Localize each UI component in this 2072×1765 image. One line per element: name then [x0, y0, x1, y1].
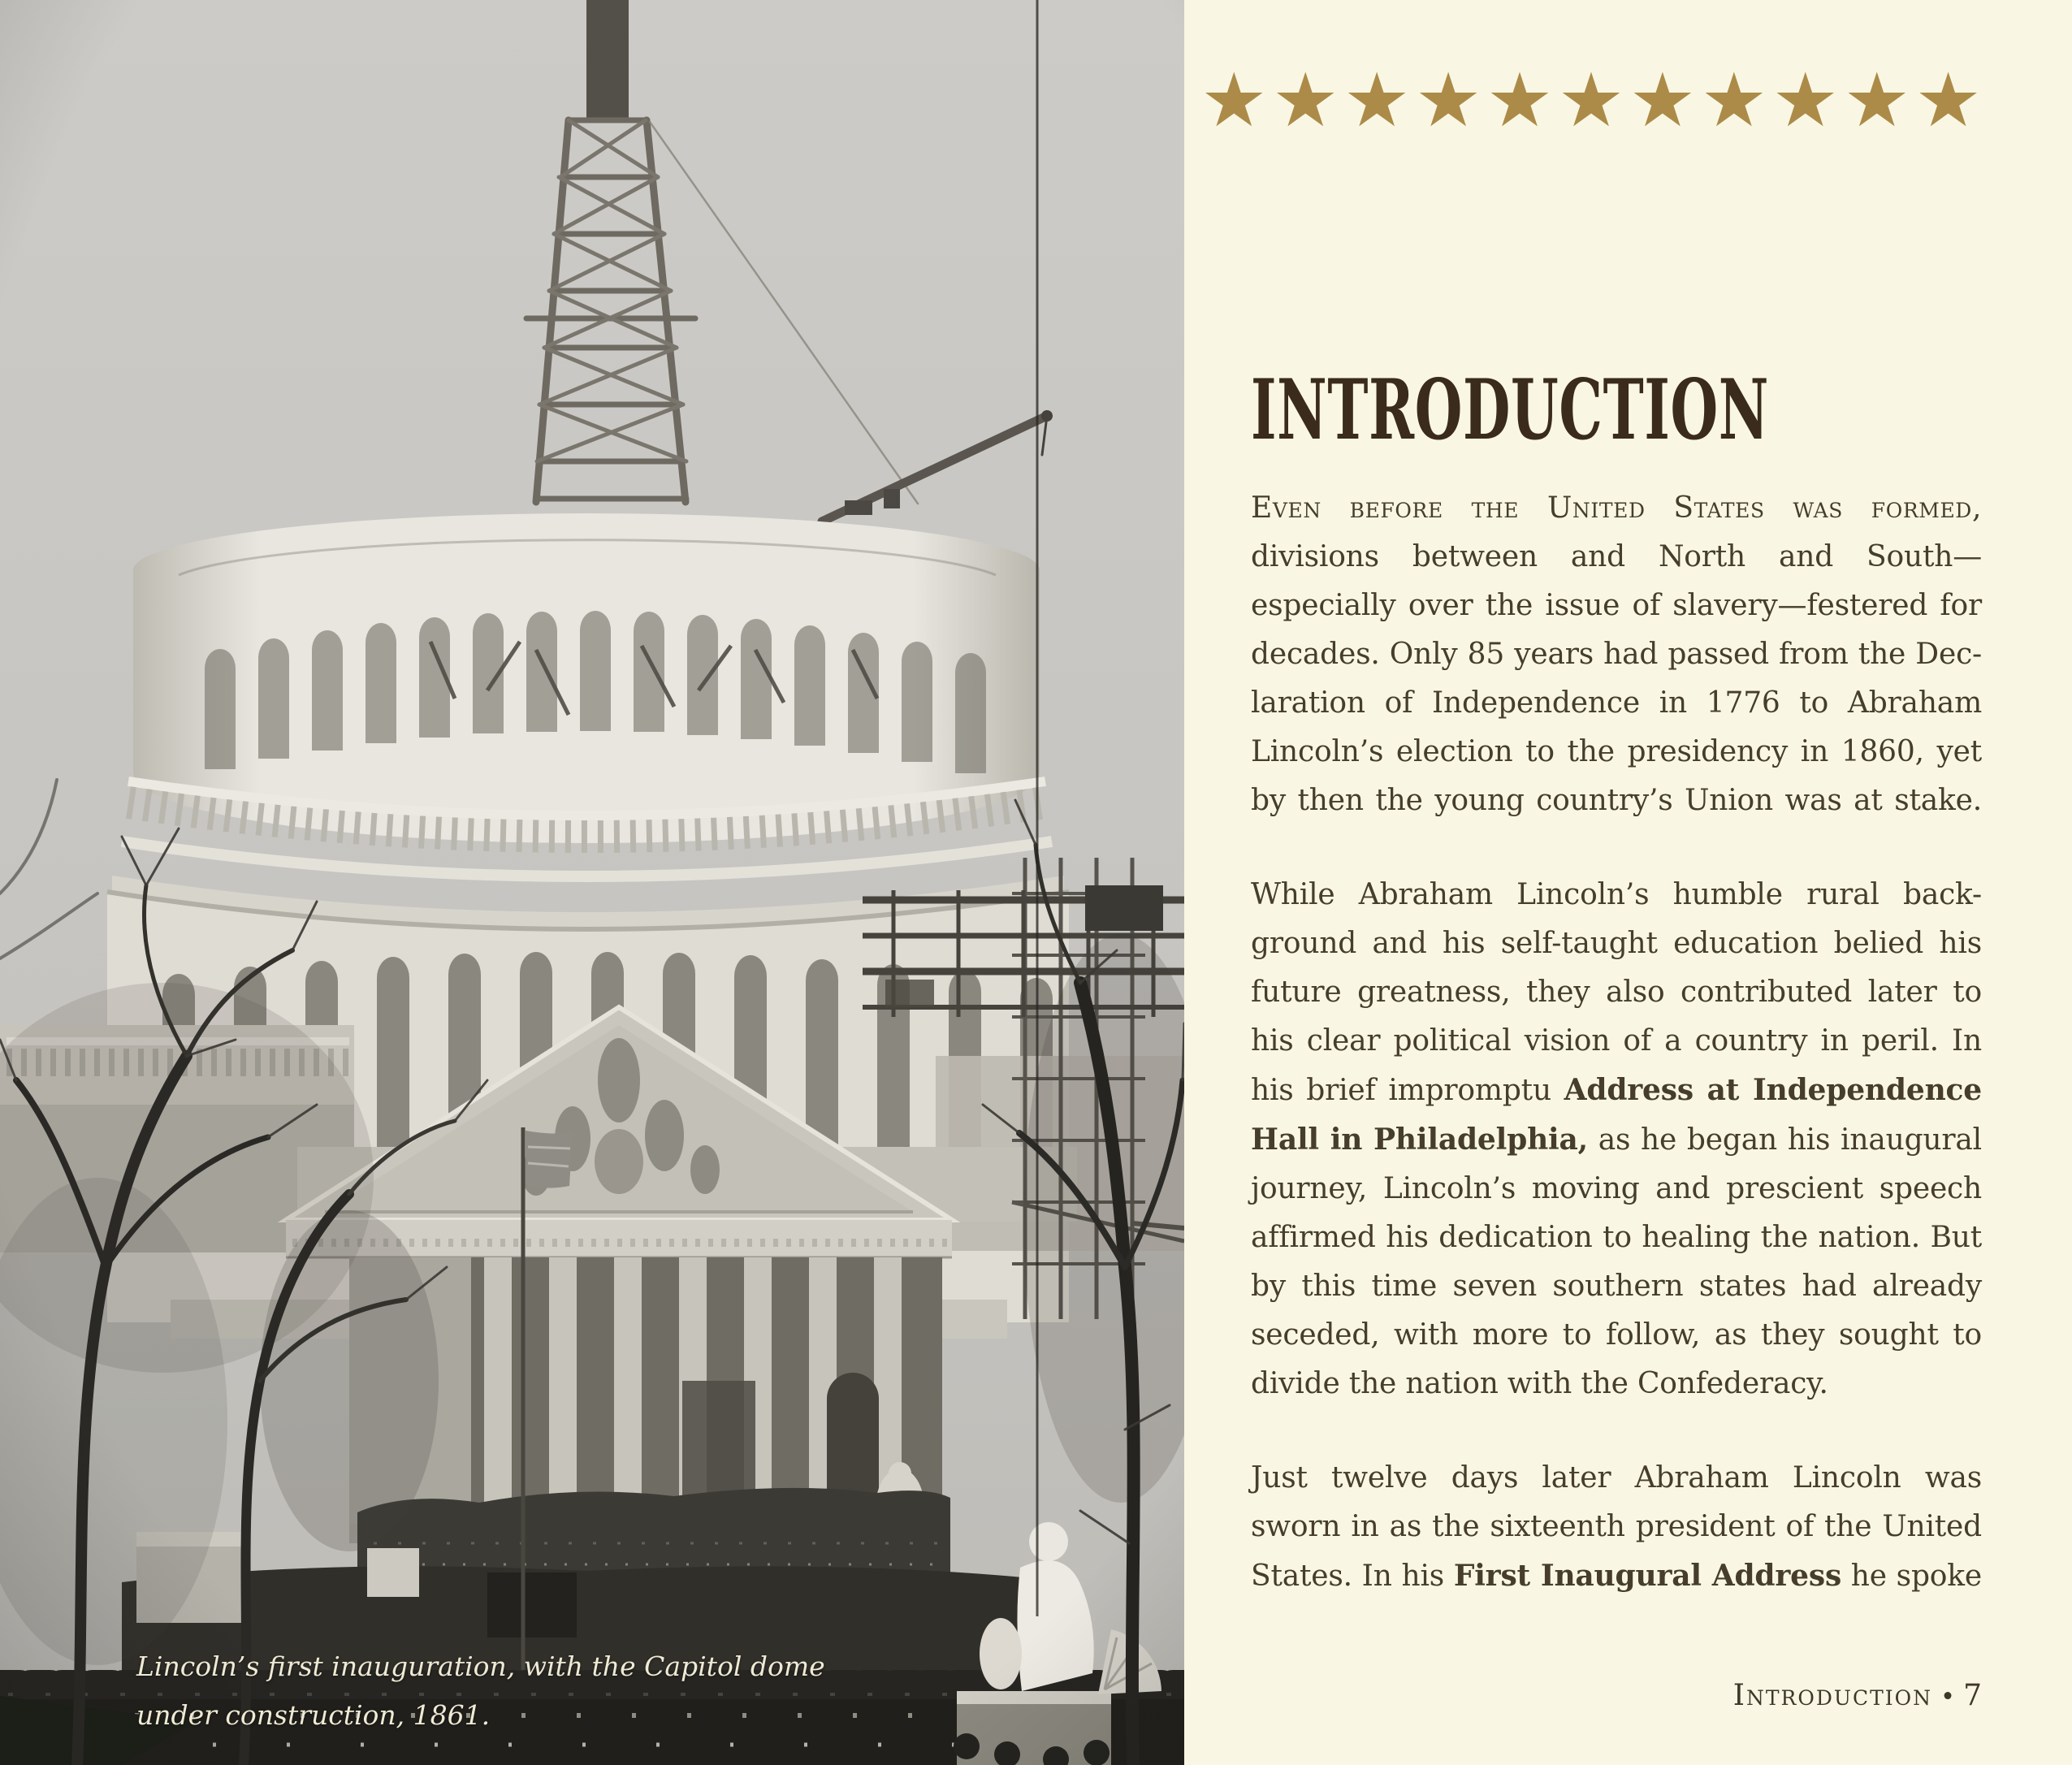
- text-line: While Abraham Lincoln’s humble rural back-: [1251, 878, 1982, 911]
- text-line: his clear political vision of a country in peril. In: [1251, 1024, 1982, 1058]
- text-line: divisions between and North and South—: [1251, 540, 1982, 573]
- paragraph: [1251, 1454, 1982, 1601]
- book-page: [1184, 0, 2072, 1765]
- text-line: Hall in Philadelphia, as he began his inaugural: [1251, 1123, 1982, 1157]
- star-icon: ★: [1343, 57, 1411, 144]
- footer-bullet: •: [1940, 1683, 1956, 1711]
- text-line: States. In his First Inaugural Address he spoke: [1251, 1559, 1982, 1593]
- star-icon: ★: [1486, 57, 1554, 144]
- text-line: laration of Independence in 1776 to Abraham: [1251, 686, 1982, 720]
- star-icon: ★: [1771, 57, 1839, 144]
- text-line: Lincoln’s election to the presidency in 1860, yet: [1251, 735, 1982, 768]
- star-icon: ★: [1414, 57, 1482, 144]
- star-icon: ★: [1843, 57, 1910, 144]
- text-line: Even before the United States was formed,: [1251, 491, 1982, 525]
- text-line: Just twelve days later Abraham Lincoln was: [1251, 1461, 1982, 1495]
- star-icon: ★: [1629, 57, 1697, 144]
- text-column: [1251, 484, 1982, 1646]
- star-icon: ★: [1700, 57, 1768, 144]
- star-icon: ★: [1557, 57, 1625, 144]
- text-line: sworn in as the sixteenth president of the United: [1251, 1510, 1982, 1543]
- page-footer: [1733, 1678, 1982, 1713]
- star-icon: ★: [1271, 57, 1339, 144]
- paragraph: [1251, 871, 1982, 1408]
- text-line: future greatness, they also contributed later to: [1251, 976, 1982, 1009]
- text-line: affirmed his dedication to healing the nation. But: [1251, 1221, 1982, 1254]
- caption-line-2: under construction, 1861.: [136, 1699, 491, 1731]
- text-line: decades. Only 85 years had passed from the Dec-: [1251, 638, 1982, 671]
- text-line: ground and his self-taught education belied his: [1251, 927, 1982, 960]
- text-line: journey, Lincoln’s moving and prescient speech: [1251, 1172, 1982, 1205]
- footer-page-number: 7: [1963, 1679, 1982, 1712]
- text-line: especially over the issue of slavery—festered for: [1251, 589, 1982, 622]
- footer-section-label: Introduction: [1732, 1679, 1933, 1712]
- caption-line-1: Lincoln’s first inauguration, with the Capitol dome: [136, 1650, 825, 1682]
- star-row: [1200, 57, 1982, 144]
- star-icon: ★: [1200, 57, 1268, 144]
- photo-caption: [136, 1642, 1030, 1740]
- text-line: his brief impromptu Address at Independence: [1251, 1073, 1982, 1107]
- text-line: seceded, with more to follow, as they sought to: [1251, 1318, 1982, 1352]
- star-icon: ★: [1914, 57, 1982, 144]
- text-line: divide the nation with the Confederacy.: [1251, 1367, 1828, 1400]
- text-line: by this time seven southern states had already: [1251, 1270, 1982, 1303]
- chapter-title: INTRODUCTION: [1251, 361, 1770, 459]
- text-line: by then the young country’s Union was at stake.: [1251, 784, 1982, 817]
- paragraph: [1251, 484, 1982, 825]
